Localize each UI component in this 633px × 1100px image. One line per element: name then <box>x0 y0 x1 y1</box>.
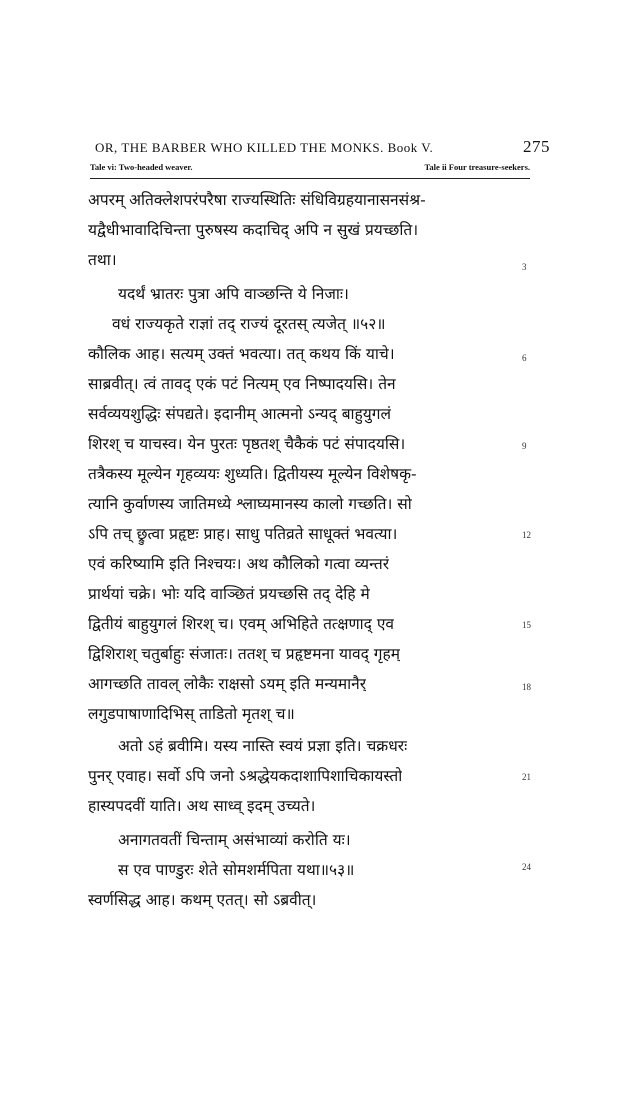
text-line: तत्रैकस्य मूल्येन गृहव्ययः शुध्यति। द्वितीयस्य मूल्येन विशेषकृ- <box>88 465 417 483</box>
text-line: स्वर्णसिद्ध आह। कथम् एतत्। सो ऽब्रवीत्। <box>88 891 317 909</box>
text-line: अपरम् अतिक्लेशपरंपरैषा राज्यस्थितिः संधिविग्रहयानासनसंश्र- <box>88 191 426 209</box>
verse-line: वधं राज्यकृते राज्ञां तद् राज्यं दूरतस् त्यजेत् ॥५२॥ <box>112 315 386 333</box>
line-number: 6 <box>522 353 527 363</box>
line-number: 15 <box>522 620 531 630</box>
line-number: 24 <box>522 862 531 872</box>
header-rule <box>90 178 530 179</box>
text-line: पुनर् एवाह। सर्वो ऽपि जनो ऽश्रद्धेयकदाशापिशाचिकायस्तो <box>88 767 403 785</box>
right-subhead: Tale ii Four treasure-seekers. <box>424 162 530 172</box>
verse-line: स एव पाण्डुरः शेते सोमशर्मपिता यथा॥५३॥ <box>118 861 355 879</box>
text-line: प्रार्थयां चक्रे। भोः यदि वाञ्छितं प्रयच्छसि तद् देहि मे <box>88 585 370 603</box>
line-number: 18 <box>522 682 531 692</box>
text-line: आगच्छति तावल् लोकैः राक्षसो ऽयम् इति मन्यमानैर् <box>88 675 367 693</box>
text-line: हास्यपदवीं याति। अथ साध्व् इदम् उच्यते। <box>88 797 316 815</box>
line-number: 12 <box>522 530 531 540</box>
text-line: यद्वैधीभावादिचिन्ता पुरुषस्य कदाचिद् अपि न सुखं प्रयच्छति। <box>88 221 419 239</box>
text-line: द्वितीयं बाहुयुगलं शिरश् च। एवम् अभिहिते तत्क्षणाद् एव <box>88 615 395 633</box>
text-line: एवं करिष्यामि इति निश्चयः। अथ कौलिको गत्वा व्यन्तरं <box>88 555 390 573</box>
verse-line: अनागतवतीं चिन्ताम् असंभाव्यां करोति यः। <box>118 831 351 849</box>
text-line: द्विशिराश् चतुर्बाहुः संजातः। ततश् च प्रहृष्टमना यावद् गृहम् <box>88 645 401 663</box>
text-line: सर्वव्ययशुद्धिः संपद्यते। इदानीम् आत्मनो ऽन्यद् बाहुयुगलं <box>88 405 392 423</box>
line-number: 21 <box>522 772 531 782</box>
text-line: तथा। <box>88 251 117 269</box>
line-number: 9 <box>522 441 527 451</box>
text-line: त्यानि कुर्वाणस्य जातिमध्ये श्लाघ्यमानस्य कालो गच्छति। सो <box>88 495 412 513</box>
text-line: साब्रवीत्। त्वं तावद् एकं पटं नित्यम् एव निष्पादयसि। तेन <box>88 375 396 393</box>
line-number: 3 <box>522 262 527 272</box>
text-line: अतो ऽहं ब्रवीमि। यस्य नास्ति स्वयं प्रज्ञा इति। चक्रधरः <box>118 737 408 755</box>
text-line: ऽपि तच् छ्रुत्वा प्रहृष्टः प्राह। साधु पतिव्रते साधूक्तं भवत्या। <box>88 525 398 543</box>
page-number: 275 <box>523 137 550 156</box>
running-title-text: OR, THE BARBER WHO KILLED THE MONKS. Book V. <box>95 140 434 155</box>
left-subhead: Tale vi: Two-headed weaver. <box>90 162 193 172</box>
text-line: शिरश् च याचस्व। येन पुरतः पृष्ठतश् चैकैकं पटं संपादयसि। <box>88 435 406 453</box>
text-line: लगुडपाषाणादिभिस् ताडितो मृतश् च॥ <box>88 705 295 723</box>
verse-line: यदर्थं भ्रातरः पुत्रा अपि वाञ्छन्ति ये निजाः। <box>118 285 349 303</box>
text-line: कौलिक आह। सत्यम् उक्तं भवत्या। तत् कथय किं याचे। <box>88 345 395 363</box>
